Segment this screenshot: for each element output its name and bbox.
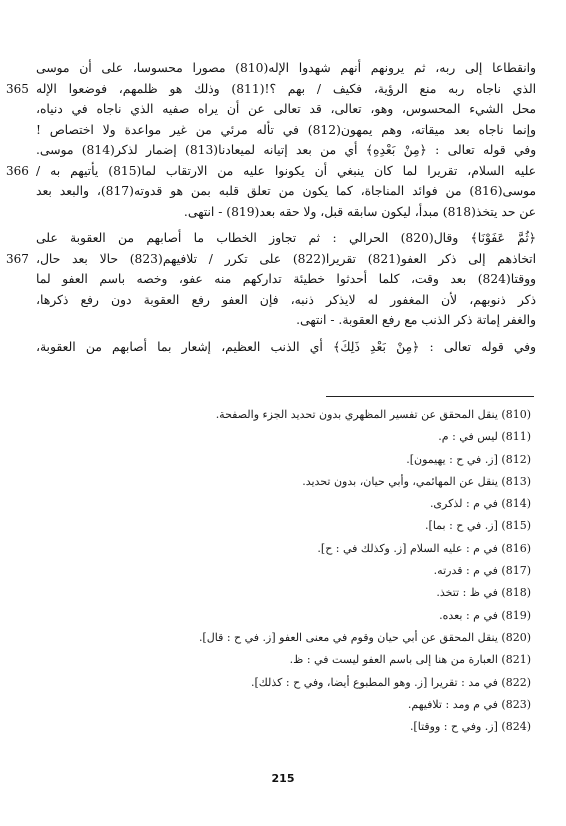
text-line — [36, 140, 536, 161]
line-text: وفي قوله تعالى : ﴿مِنْ بَعْدِ ذَلِكَ﴾ أي الذنب العظيم، إشعار بما أصابهم من العقوبة، — [36, 339, 536, 354]
text-line — [6, 79, 536, 100]
footnote: (824) [ز. وفي ح : ووقتا]. — [409, 720, 531, 734]
line-text: موسى(816) من فوائد المناجاة، كما يكون من تعلق قلبه بمن هو قدوته(817)، والبعد بعد — [36, 184, 536, 198]
footnote: (823) في م ومد : تلافيهم. — [407, 697, 531, 711]
text-line — [36, 290, 536, 311]
footnote: (816) في م : عليه السلام [ز. وكذلك في : ح]. — [317, 541, 531, 555]
line-text: وفي قوله تعالى : ﴿مِنْ بَعْدِهِ﴾ أي من بعد إتيانه لميعادنا(813) إضمار لذكر(814) موسى. — [36, 143, 537, 157]
line-text: اتخاذهم إلى ذكر العفو(821) تقريرا(822) على تكرر / تلافيهم(823) حالا بعد حال، — [36, 251, 537, 266]
footnote: (820) ينقل المحقق عن أبي حيان وقوم في معنى العفو [ز. في ح : قال]. — [198, 630, 531, 644]
margin-number: 365 — [6, 81, 29, 96]
text-line — [6, 161, 537, 182]
margin-number: 366 — [6, 163, 29, 178]
line-text: والغفر إماتة ذكر الذنب مع رفع العقوبة. - انتهى. — [296, 313, 536, 327]
line-text: الذي ناجاه ربه منع الرؤية، فكيف / بهم ؟!(811) وذلك هو ظلمهم، فوضعوا الإله — [36, 81, 536, 96]
footnote: (812) [ز. في ح : يهيمون]. — [406, 452, 531, 466]
margin-number: 367 — [6, 251, 29, 266]
footnote: (811) ليس في : م. — [438, 430, 531, 444]
text-line — [36, 228, 536, 249]
footnote: (815) [ز. في ح : بما]. — [425, 519, 531, 533]
text-line — [36, 181, 536, 202]
footnote: (817) في م : قدرته. — [433, 564, 531, 578]
line-text: وانقطاعا إلى ربه، ثم يرونهم أنهم شهدوا الإله(810) مصورا محسوسا، على أن موسى — [36, 61, 537, 75]
line-text: عليه السلام، تقريرا لما كان ينبغي أن يكونوا عليه من الارتقاب لما(815) يأتيهم به / — [36, 163, 537, 178]
text-line — [36, 337, 536, 358]
text-line — [36, 120, 536, 141]
line-text: عن حد يتخذ(818) مبدأ، ليكون سابقه قبل، ولا حقه بعد(819) - انتهى. — [183, 204, 536, 219]
line-text: ذكر ذنوبهم، لأن المغفور له لايذكر ذنبه، فإن العفو رفع العقوبة دون رفع ذكرها، — [36, 292, 536, 307]
line-text: محل الشيء المحسوس، وهو، تعالى، قد تعالى عن أن يراه صفيه الذي ناجاه في دنياه، — [36, 102, 536, 116]
footnote: (821) العبارة من هنا إلى باسم العفو ليست في : ظ. — [289, 653, 531, 667]
footnote-separator — [326, 396, 534, 397]
text-line — [36, 58, 536, 79]
text-line — [36, 202, 536, 223]
text-line — [36, 310, 536, 331]
footnote: (810) ينقل المحقق عن تفسير المظهري بدون تحديد الجزء والصفحة. — [215, 408, 531, 421]
page-number: 215 — [271, 772, 295, 785]
line-text: ووقتا(824) بعد وقت، كلما أحدثوا خطيئة تداركهم منه عفو، وخصه باسم العفو لما — [36, 272, 536, 286]
footnote: (818) في ظ : تتخذ. — [436, 586, 531, 600]
footnotes — [36, 404, 531, 738]
text-line — [36, 99, 536, 120]
line-text: وإنما ناجاه بعد ميقاته، وهم يمهون(812) في تأله مرئي من غير مواعدة ولا اختصاص ! — [36, 122, 536, 137]
text-line — [36, 269, 536, 290]
text-line — [6, 249, 537, 270]
footnote: (814) في م : لذكرى. — [429, 497, 531, 511]
line-text: ﴿ثُمَّ عَفَوْنَا﴾ وقال(820) الحرالي : ثم تجاوز الخطاب ما أصابهم من العقوبة على — [36, 231, 536, 245]
footnote: (813) ينقل عن المهائمي، وأبي حيان، بدون تحديد. — [302, 474, 531, 488]
main-text — [6, 58, 537, 357]
footnote: (822) في مد : تقريرا [ز. وهو المطبوع أيضا، وفي ح : كذلك]. — [250, 675, 531, 689]
footnote: (819) في م : بعده. — [439, 608, 531, 622]
